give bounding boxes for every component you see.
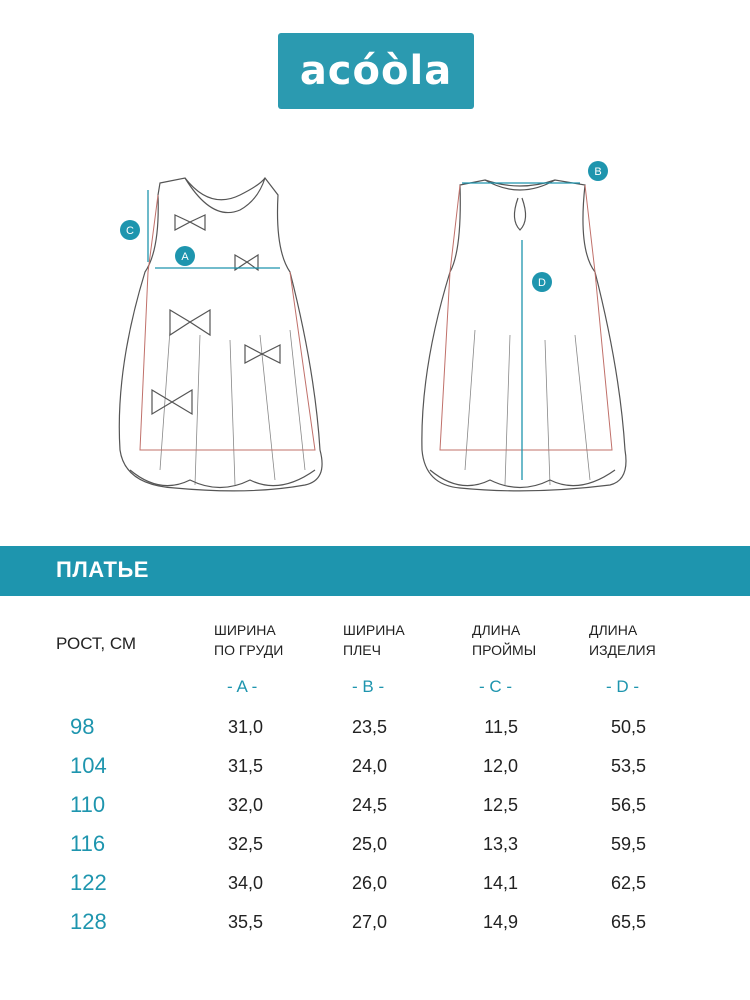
size-value: 128 bbox=[70, 909, 107, 934]
size-value: 116 bbox=[70, 831, 106, 856]
shoulder-value: 27,0 bbox=[351, 912, 387, 932]
label-a: A bbox=[181, 251, 189, 263]
header-size: РОСТ, СМ bbox=[56, 634, 137, 653]
brand-logo-text: acóòla bbox=[299, 48, 453, 94]
label-b: B bbox=[594, 166, 602, 178]
length-value: 56,5 bbox=[610, 795, 646, 815]
shoulder-value: 24,0 bbox=[351, 756, 387, 776]
table-row bbox=[0, 714, 750, 746]
armhole-value: 12,5 bbox=[482, 795, 518, 815]
chest-value: 31,0 bbox=[227, 717, 263, 737]
header-garment-length: ДЛИНА ИЗДЕЛИЯ bbox=[589, 622, 656, 658]
letter-a: - A - bbox=[227, 677, 258, 696]
section-title: ПЛАТЬЕ bbox=[56, 557, 149, 582]
chest-value: 32,0 bbox=[227, 795, 263, 815]
length-value: 59,5 bbox=[610, 834, 646, 854]
armhole-value: 14,1 bbox=[482, 873, 518, 893]
table-row bbox=[0, 870, 750, 902]
label-d: D bbox=[538, 277, 546, 289]
brand-logo bbox=[278, 33, 474, 109]
header-shoulder-width: ШИРИНА ПЛЕЧ bbox=[343, 622, 405, 658]
chest-value: 35,5 bbox=[227, 912, 263, 932]
letter-b: - B - bbox=[352, 677, 385, 696]
size-value: 110 bbox=[70, 792, 106, 817]
label-c: C bbox=[126, 225, 134, 237]
size-value: 104 bbox=[70, 753, 107, 778]
letter-d: - D - bbox=[606, 677, 640, 696]
shoulder-value: 25,0 bbox=[351, 834, 387, 854]
chest-value: 31,5 bbox=[227, 756, 263, 776]
shoulder-value: 24,5 bbox=[351, 795, 387, 815]
front-dress-outline bbox=[119, 178, 322, 491]
letter-c: - C - bbox=[479, 677, 513, 696]
section-band bbox=[0, 546, 750, 596]
length-value: 65,5 bbox=[610, 912, 646, 932]
dress-sketch bbox=[100, 150, 660, 510]
chest-value: 32,5 bbox=[227, 834, 263, 854]
back-dress-outline bbox=[422, 180, 626, 491]
length-value: 62,5 bbox=[610, 873, 646, 893]
size-value: 98 bbox=[70, 714, 95, 739]
length-value: 50,5 bbox=[610, 717, 646, 737]
chest-value: 34,0 bbox=[227, 873, 263, 893]
table-row bbox=[0, 831, 750, 863]
table-row bbox=[0, 792, 750, 824]
shoulder-value: 26,0 bbox=[351, 873, 387, 893]
table-row bbox=[0, 753, 750, 785]
table-row bbox=[0, 909, 750, 941]
armhole-value: 13,3 bbox=[482, 834, 518, 854]
header-armhole-length: ДЛИНА ПРОЙМЫ bbox=[472, 622, 537, 658]
armhole-value: 14,9 bbox=[482, 912, 518, 932]
size-value: 122 bbox=[70, 870, 107, 895]
length-value: 53,5 bbox=[610, 756, 646, 776]
shoulder-value: 23,5 bbox=[351, 717, 387, 737]
armhole-value: 12,0 bbox=[482, 756, 518, 776]
header-chest-width: ШИРИНА ПО ГРУДИ bbox=[214, 622, 284, 658]
armhole-value: 11,5 bbox=[484, 717, 518, 737]
bow-icon bbox=[152, 215, 280, 414]
